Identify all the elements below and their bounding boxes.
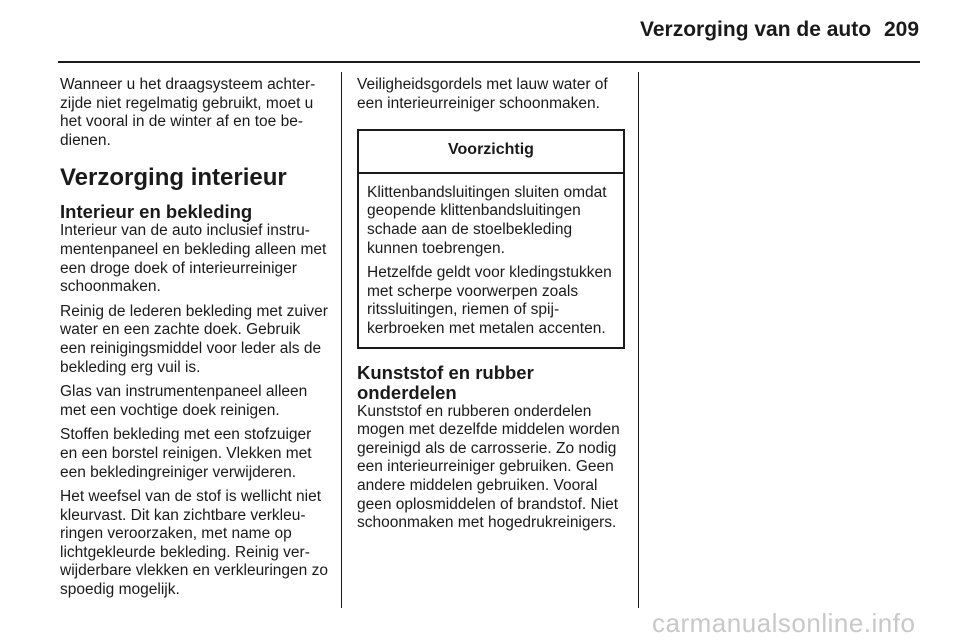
body-paragraph: Stoffen bekleding met een stofzuiger en een borstel reinigen. Vlekken met een bekledingreiniger verwijderen. bbox=[60, 426, 312, 481]
header-title: Verzorging van de auto bbox=[640, 18, 872, 41]
page-header bbox=[0, 0, 960, 64]
body-paragraph: Reinig de lederen bekleding met zuiver water en een zachte doek. Gebruik een reinigingsmiddel voor leder als de bekleding erg vuil is. bbox=[60, 302, 328, 376]
subsection-title: Kunststof en rubber onderdelen bbox=[357, 361, 534, 403]
watermark: carmanualsonline.info bbox=[652, 608, 916, 638]
warning-paragraph: Hetzelfde geldt voor kledingstukken met scherpe voorwerpen zoals ritssluitingen, riemen of spijkerbroeken met metalen accenten. bbox=[367, 264, 612, 337]
body-paragraph: Glas van instrumentenpaneel alleen met een vochtige doek reinigen. bbox=[60, 383, 308, 419]
header-rule bbox=[58, 61, 920, 63]
warning-body bbox=[359, 174, 623, 347]
column-divider bbox=[341, 72, 342, 608]
subsection-title: Interieur en bekleding bbox=[60, 201, 253, 223]
intro-paragraph: Wanneer u het draagsysteem achterzijde niet regelmatig gebruikt, moet u het vooral in de winter af en toe bedienen. bbox=[60, 76, 316, 149]
body-paragraph: Het weefsel van de stof is wellicht niet kleurvast. Dit kan zichtbare verkleuringen veroorzaken, met name op lichtgekleurde bekleding. Reinig verwijderbare vlekken en verkleuringen zo spoedig mogelijk. bbox=[60, 488, 328, 599]
section-title: Verzorging interieur bbox=[60, 164, 287, 192]
middle-column bbox=[357, 76, 625, 539]
intro-paragraph: Veiligheidsgordels met lauw water of een interieurreiniger schoonmaken. bbox=[357, 76, 608, 112]
page-number: 209 bbox=[884, 18, 920, 41]
body-paragraph: Interieur van de auto inclusief instrumentenpaneel en bekleding alleen met een droge doek of interieurreiniger schoonmaken. bbox=[60, 222, 327, 296]
left-column bbox=[60, 76, 328, 606]
warning-paragraph: Klittenbandsluitingen sluiten omdat geopende klittenbandsluitingen schade aan de stoelbekleding kunnen toebrengen. bbox=[367, 183, 607, 257]
warning-box bbox=[357, 129, 625, 348]
body-paragraph: Kunststof en rubberen onderdelen mogen met dezelfde middelen worden gereinigd als de carrosserie. Zo nodig een interieurreiniger gebruiken. Geen andere middelen gebruiken. Vooral geen oplosmiddelen of brandstof. Niet schoonmaken met hogedrukreinigers. bbox=[357, 402, 620, 532]
column-divider bbox=[638, 72, 639, 608]
warning-title: Voorzichtig bbox=[359, 131, 623, 174]
